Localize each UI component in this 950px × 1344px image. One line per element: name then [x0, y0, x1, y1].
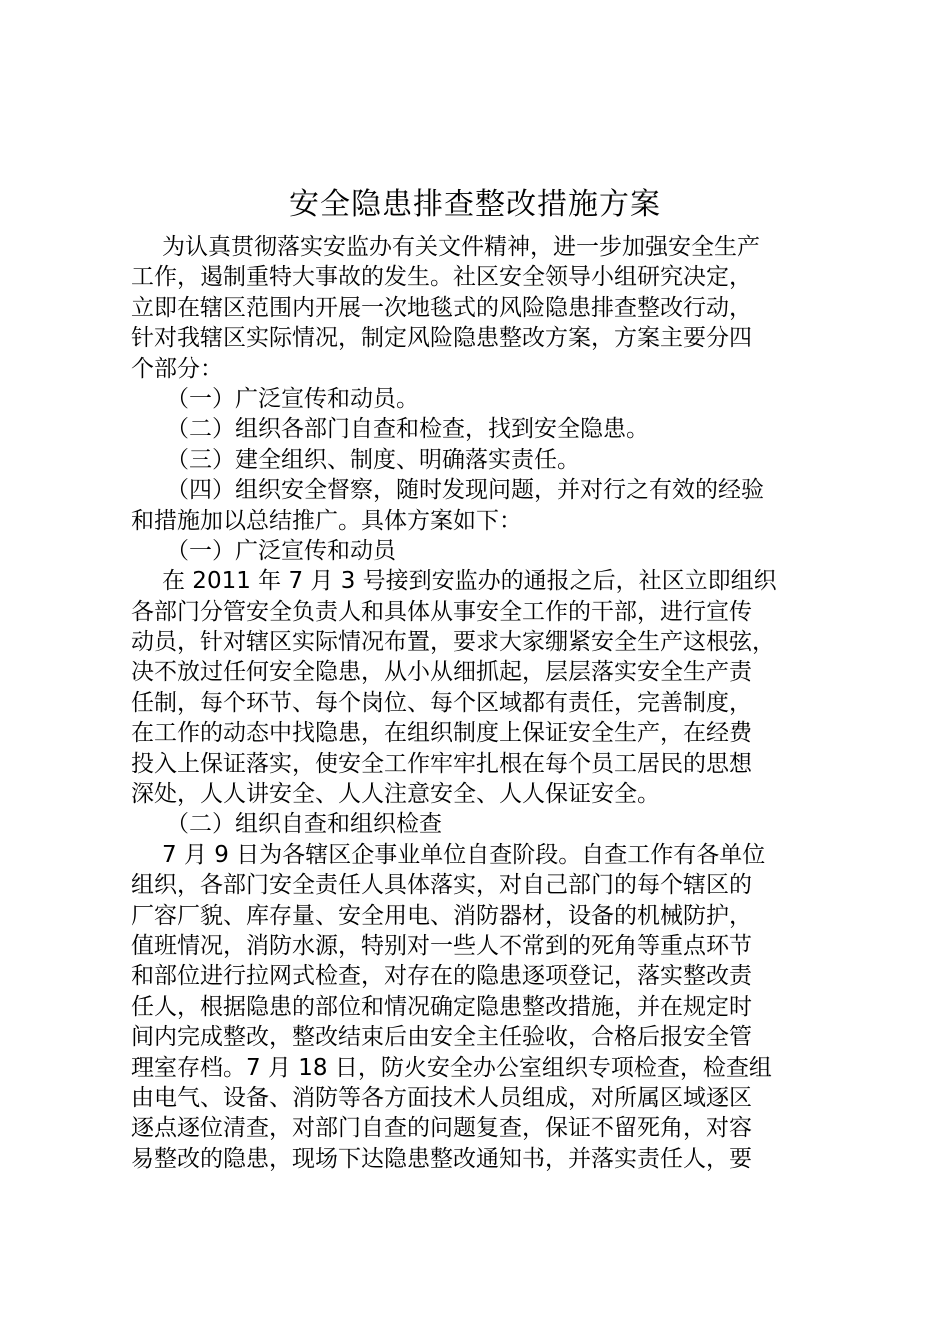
paragraph-line: 为认真贯彻落实安监办有关文件精神，进一步加强安全生产: [162, 234, 760, 260]
paragraph-line: 由电气、设备、消防等各方面技术人员组成，对所属区域逐区: [131, 1084, 752, 1111]
paragraph-line: 和措施加以总结推广。具体方案如下：: [131, 507, 522, 534]
paragraph-line: 任制，每个环节、每个岗位、每个区域都有责任，完善制度，: [131, 689, 752, 716]
section-heading: （二）组织自查和组织检查: [166, 811, 442, 838]
list-item: （四）组织安全督察，随时发现问题，并对行之有效的经验: [166, 477, 764, 504]
paragraph-line: 深处，人人讲安全、人人注意安全、人人保证安全。: [131, 781, 660, 808]
paragraph-line: 易整改的隐患，现场下达隐患整改通知书，并落实责任人，要: [131, 1145, 752, 1172]
list-item: （一）广泛宣传和动员。: [166, 385, 419, 412]
paragraph-line: 立即在辖区范围内开展一次地毯式的风险隐患排查整改行动，: [131, 294, 752, 321]
document-title: 安全隐患排查整改措施方案: [289, 187, 661, 222]
paragraph-line: 决不放过任何安全隐患，从小从细抓起，层层落实安全生产责: [131, 659, 752, 686]
paragraph-line: 在工作的动态中找隐患，在组织制度上保证安全生产，在经费: [131, 720, 752, 747]
paragraph-line: 组织，各部门安全责任人具体落实，对自己部门的每个辖区的: [131, 872, 752, 899]
paragraph-line: 个部分：: [131, 355, 223, 382]
paragraph-line: 逐点逐位清查，对部门自查的问题复查，保证不留死角，对容: [131, 1115, 752, 1142]
paragraph-line: 在 2011 年 7 月 3 号接到安监办的通报之后，社区立即组织: [162, 568, 777, 595]
list-item: （二）组织各部门自查和检查，找到安全隐患。: [166, 416, 649, 443]
paragraph-line: 工作，遏制重特大事故的发生。社区安全领导小组研究决定，: [131, 264, 752, 291]
paragraph-line: 针对我辖区实际情况，制定风险隐患整改方案，方案主要分四: [131, 325, 752, 352]
paragraph-line: 间内完成整改，整改结束后由安全主任验收，合格后报安全管: [131, 1024, 752, 1051]
section-heading: （一）广泛宣传和动员: [166, 537, 396, 564]
paragraph-line: 动员，针对辖区实际情况布置，要求大家绷紧安全生产这根弦，: [131, 629, 775, 656]
paragraph-line: 值班情况，消防水源，特别对一些人不常到的死角等重点环节: [131, 932, 752, 959]
paragraph-line: 各部门分管安全负责人和具体从事安全工作的干部，进行宣传: [131, 598, 752, 625]
paragraph-line: 任人，根据隐患的部位和情况确定隐患整改措施，并在规定时: [131, 993, 752, 1020]
document-body: [131, 232, 851, 1174]
paragraph-line: 投入上保证落实，使安全工作牢牢扎根在每个员工居民的思想: [131, 750, 752, 777]
paragraph-line: 厂容厂貌、库存量、安全用电、消防器材，设备的机械防护，: [131, 902, 752, 929]
list-item: （三）建全组织、制度、明确落实责任。: [166, 446, 580, 473]
paragraph-line: 和部位进行拉网式检查，对存在的隐患逐项登记，落实整改责: [131, 963, 752, 990]
paragraph-line: 理室存档。7 月 18 日，防火安全办公室组织专项检查，检查组: [131, 1054, 772, 1081]
paragraph-line: 7 月 9 日为各辖区企事业单位自查阶段。自查工作有各单位: [162, 841, 766, 868]
